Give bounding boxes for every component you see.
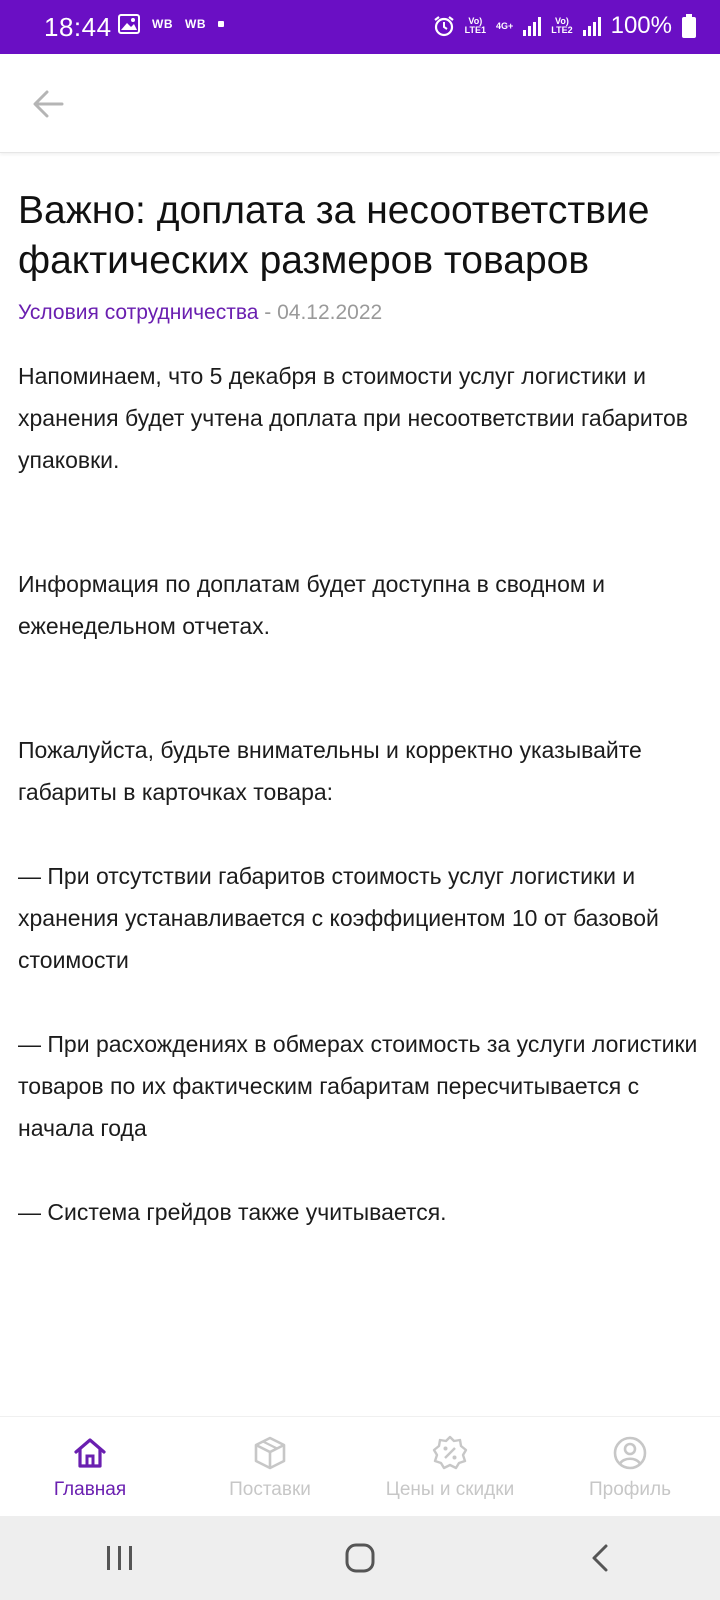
notification-dot-icon: [218, 21, 224, 27]
status-right: [433, 12, 696, 40]
article-body: [18, 355, 704, 1233]
network-1: Vo) LTE1: [464, 16, 486, 35]
wb-badge: WB: [152, 17, 173, 31]
bottom-navigation: [0, 1416, 720, 1517]
signal-icon: [583, 16, 601, 36]
recent-apps-button[interactable]: [90, 1528, 150, 1588]
nav-label: Цены и скидки: [385, 1479, 515, 1500]
home-system-button[interactable]: [330, 1528, 390, 1588]
paragraph: Пожалуйста, будьте внимательны и корректно указывайте габариты в карточках товара:: [18, 737, 642, 805]
back-button[interactable]: [26, 82, 70, 126]
article: [18, 186, 704, 1233]
battery-percent: 100%: [610, 12, 672, 39]
network-2: Vo) LTE2: [551, 16, 573, 35]
paragraph: — При расхождениях в обмерах стоимость за услуги логистики товаров по их фактическим габаритам пересчитывается с начала года: [18, 1031, 698, 1141]
back-chevron-icon: [589, 1543, 611, 1573]
meta-separator: -: [258, 301, 278, 324]
signal-icon: [523, 16, 541, 36]
battery-icon: [682, 14, 696, 38]
nav-label: Профиль: [588, 1479, 672, 1500]
paragraph: — Система грейдов также учитывается.: [18, 1199, 447, 1225]
alarm-icon: [433, 15, 455, 37]
article-meta: [18, 301, 704, 325]
data-type: 4G+: [496, 20, 514, 31]
back-system-button[interactable]: [570, 1528, 630, 1588]
profile-icon: [612, 1435, 648, 1471]
status-bar: [0, 0, 720, 54]
paragraph: Информация по доплатам будет доступна в сводном и еженедельном отчетах.: [18, 571, 605, 639]
nav-item-supplies[interactable]: [180, 1417, 360, 1517]
paragraph: Напоминаем, что 5 декабря в стоимости услуг логистики и хранения будет учтена доплата при несоответствии габаритов упаковки.: [18, 363, 688, 473]
article-category-link[interactable]: Условия сотрудничества: [18, 301, 259, 324]
gallery-icon: [118, 14, 140, 34]
nav-label: Главная: [53, 1479, 127, 1500]
status-time: 18:44: [44, 12, 112, 42]
system-navigation: [0, 1516, 720, 1600]
nav-item-home[interactable]: [0, 1417, 180, 1517]
box-icon: [252, 1435, 288, 1471]
nav-label: Поставки: [229, 1479, 311, 1500]
recent-apps-icon: [105, 1544, 135, 1572]
status-notifications: [118, 14, 224, 34]
article-title: Важно: доплата за несоответствие фактических размеров товаров: [18, 189, 650, 282]
nav-item-prices[interactable]: [360, 1417, 540, 1517]
home-circle-icon: [344, 1542, 376, 1574]
article-date: 04.12.2022: [277, 301, 383, 324]
discount-badge-icon: [432, 1435, 468, 1471]
home-icon: [72, 1435, 108, 1471]
nav-item-profile[interactable]: [540, 1417, 720, 1517]
wb-badge: WB: [185, 17, 206, 31]
app-bar: [0, 54, 720, 153]
paragraph: — При отсутствии габаритов стоимость услуг логистики и хранения устанавливается с коэффициентом 10 от базовой стоимости: [18, 863, 659, 973]
arrow-left-icon: [32, 90, 64, 118]
